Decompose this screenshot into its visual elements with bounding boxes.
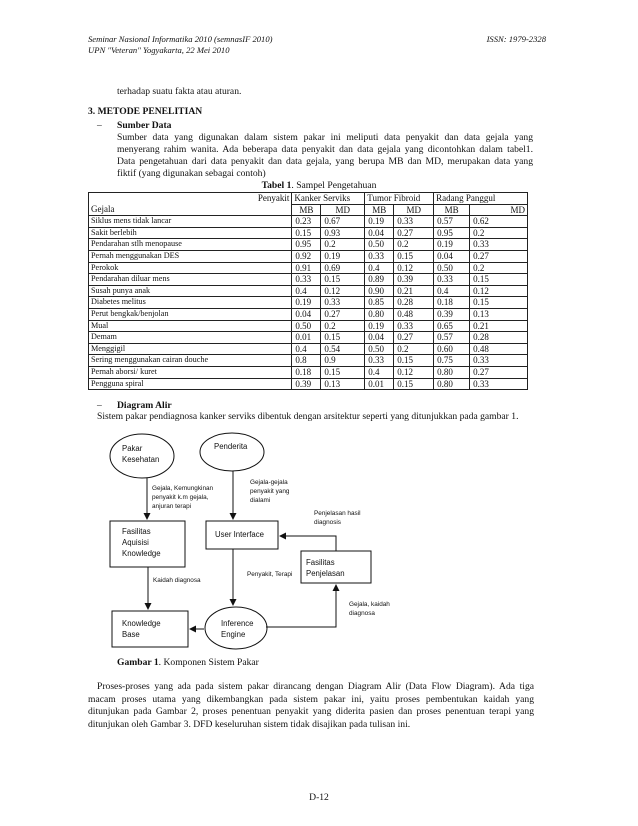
arrow-penjelasan-to-ui xyxy=(280,536,336,551)
mb-value-cell: 0.04 xyxy=(365,227,394,239)
subsection-title-sumber: Sumber Data xyxy=(117,120,172,131)
symptom-cell: Sering menggunakan cairan douche xyxy=(89,355,292,367)
symptom-cell: Pernah aborsi/ kuret xyxy=(89,366,292,378)
node-label-pakar: Pakar Kesehatan xyxy=(122,444,160,464)
md-value-cell: 0.33 xyxy=(394,320,434,332)
mb-value-cell: 0.80 xyxy=(365,308,394,320)
mb-value-cell: 0.80 xyxy=(434,366,470,378)
node-fasilitas-penjelasan xyxy=(301,551,371,583)
node-label-akuisisi: Fasilitas Aquisisi Knowledge xyxy=(122,527,161,558)
md-header: MD xyxy=(470,204,528,216)
mb-value-cell: 0.01 xyxy=(292,332,321,344)
mb-value-cell: 0.4 xyxy=(365,366,394,378)
mb-value-cell: 0.39 xyxy=(292,378,321,390)
mb-value-cell: 0.04 xyxy=(365,332,394,344)
flow-label-penyakit-terapi: Penyakit, Terapi xyxy=(247,571,293,578)
md-value-cell: 0.62 xyxy=(470,216,528,228)
mb-value-cell: 0.90 xyxy=(365,285,394,297)
mb-value-cell: 0.60 xyxy=(434,343,470,355)
md-value-cell: 0.28 xyxy=(470,332,528,344)
mb-value-cell: 0.19 xyxy=(434,239,470,251)
mb-value-cell: 0.15 xyxy=(292,227,321,239)
md-value-cell: 0.15 xyxy=(394,250,434,262)
figure-caption-text: . Komponen Sistem Pakar xyxy=(158,657,259,668)
sumber-line: Data pengetahuan dari data penyakit dan data gejala, yang berupa MB dan MD, merupakan data yang xyxy=(117,155,533,167)
mb-value-cell: 0.80 xyxy=(434,378,470,390)
md-value-cell: 0.2 xyxy=(394,239,434,251)
flow-label-gejala-kaidah: Gejala, kaidah diagnosa xyxy=(349,601,390,617)
symptom-cell: Perokok xyxy=(89,262,292,274)
md-value-cell: 0.48 xyxy=(470,343,528,355)
mb-value-cell: 0.33 xyxy=(292,274,321,286)
md-value-cell: 0.21 xyxy=(470,320,528,332)
md-value-cell: 0.33 xyxy=(470,355,528,367)
mb-value-cell: 0.23 xyxy=(292,216,321,228)
node-penderita xyxy=(200,433,264,471)
mb-value-cell: 0.50 xyxy=(365,343,394,355)
symptom-cell: Siklus mens tidak lancar xyxy=(89,216,292,228)
node-knowledge-base xyxy=(112,611,188,647)
md-value-cell: 0.15 xyxy=(470,297,528,309)
issn: ISSN: 1979-2328 xyxy=(486,34,546,44)
mb-value-cell: 0.4 xyxy=(365,262,394,274)
closing-paragraph xyxy=(88,681,534,731)
md-value-cell: 0.48 xyxy=(394,308,434,320)
table-corner-bottom: Gejala xyxy=(89,204,292,216)
subsection-title-diagram: Diagram Alir xyxy=(117,400,172,411)
mb-value-cell: 0.19 xyxy=(365,216,394,228)
node-label-penderita: Penderita xyxy=(214,442,248,451)
mb-value-cell: 0.92 xyxy=(292,250,321,262)
mb-value-cell: 0.18 xyxy=(434,297,470,309)
mb-value-cell: 0.19 xyxy=(365,320,394,332)
conference-venue: UPN "Veteran" Yogyakarta, 22 Mei 2010 xyxy=(88,45,230,55)
symptom-cell: Pendarahan diluar mens xyxy=(89,274,292,286)
mb-value-cell: 0.75 xyxy=(434,355,470,367)
mb-value-cell: 0.85 xyxy=(365,297,394,309)
md-value-cell: 0.13 xyxy=(321,378,365,390)
table-corner-top: Penyakit xyxy=(89,193,292,205)
arrow-inference-to-penjelasan xyxy=(266,585,336,627)
node-label-ui: User Interface xyxy=(215,530,264,539)
mb-value-cell: 0.89 xyxy=(365,274,394,286)
mb-value-cell: 0.50 xyxy=(292,320,321,332)
mb-value-cell: 0.8 xyxy=(292,355,321,367)
sumber-line: fiktif (yang digunakan sebagai contoh) xyxy=(117,168,266,180)
md-value-cell: 0.33 xyxy=(394,216,434,228)
symptom-cell: Pendarahan stlh menopause xyxy=(89,239,292,251)
md-value-cell: 0.28 xyxy=(394,297,434,309)
md-value-cell: 0.39 xyxy=(394,274,434,286)
disease-header: Radang Panggul xyxy=(434,193,528,205)
md-value-cell: 0.27 xyxy=(470,250,528,262)
page-number: D-12 xyxy=(309,792,329,803)
md-value-cell: 0.27 xyxy=(394,332,434,344)
closing-line: Proses-proses yang ada pada sistem pakar dirancang dengan Diagram Alir (Data Flow Diagram). Ada tiga xyxy=(97,681,534,692)
mb-value-cell: 0.65 xyxy=(434,320,470,332)
md-value-cell: 0.2 xyxy=(321,320,365,332)
flow-label-gejala-pakar: Gejala, Kemungkinan penyakit k.m gejala, anjuran terapi xyxy=(152,485,214,510)
md-value-cell: 0.67 xyxy=(321,216,365,228)
mb-header: MB xyxy=(292,204,321,216)
mb-value-cell: 0.4 xyxy=(292,343,321,355)
sumber-line: menyerang rahim wanita. Ada beberapa data penyakit dan data gejala yang dicontohkan dalam tabel1. xyxy=(117,143,533,155)
symptom-cell: Mual xyxy=(89,320,292,332)
md-value-cell: 0.54 xyxy=(321,343,365,355)
mb-value-cell: 0.95 xyxy=(292,239,321,251)
node-label-kb: Knowledge Base xyxy=(122,619,161,639)
mb-value-cell: 0.57 xyxy=(434,332,470,344)
mb-value-cell: 0.18 xyxy=(292,366,321,378)
md-value-cell: 0.2 xyxy=(394,343,434,355)
closing-line: ditunjukan oleh Gambar 3. DFD keseluruhan sistem tidak disajikan pada tulisan ini. xyxy=(88,718,411,730)
symptom-cell: Pengguna spiral xyxy=(89,378,292,390)
md-value-cell: 0.12 xyxy=(394,366,434,378)
md-value-cell: 0.12 xyxy=(321,285,365,297)
mb-header: MB xyxy=(434,204,470,216)
symptom-cell: Menggigil xyxy=(89,343,292,355)
diagram-intro: Sistem pakar pendiagnosa kanker serviks dibentuk dengan arsitektur seperti yang ditunjukkan pada gambar 1. xyxy=(97,411,519,422)
md-header: MD xyxy=(394,204,434,216)
figure-caption xyxy=(117,657,259,669)
md-value-cell: 0.27 xyxy=(470,366,528,378)
md-value-cell: 0.21 xyxy=(394,285,434,297)
md-value-cell: 0.15 xyxy=(321,274,365,286)
mb-value-cell: 0.19 xyxy=(292,297,321,309)
node-label-penjelasan: Fasilitas Penjelasan xyxy=(306,558,345,578)
table-caption-text: . Sampel Pengetahuan xyxy=(291,180,377,191)
md-value-cell: 0.2 xyxy=(321,239,365,251)
mb-value-cell: 0.39 xyxy=(434,308,470,320)
symptom-cell: Pernah menggunakan DES xyxy=(89,250,292,262)
mb-value-cell: 0.33 xyxy=(365,250,394,262)
md-value-cell: 0.27 xyxy=(321,308,365,320)
closing-line: macam proses utama yang dikembangkan pada sistem pakar ini, yaitu proses pembentukan kaidah yang xyxy=(88,693,534,705)
flow-label-penjelasan-hasil: Penjelasan hasil diagnosis xyxy=(314,510,361,526)
mb-value-cell: 0.4 xyxy=(292,285,321,297)
flow-label-gejala-penderita: Gejala-gejala penyakit yang dialami xyxy=(250,479,290,504)
bullet-dash: – xyxy=(97,120,102,131)
section-heading: 3. METODE PENELITIAN xyxy=(88,106,203,117)
md-value-cell: 0.15 xyxy=(470,274,528,286)
mb-header: MB xyxy=(365,204,394,216)
mb-value-cell: 0.4 xyxy=(434,285,470,297)
mb-value-cell: 0.33 xyxy=(365,355,394,367)
node-inference-engine xyxy=(205,607,267,649)
md-value-cell: 0.15 xyxy=(321,366,365,378)
md-value-cell: 0.15 xyxy=(394,355,434,367)
md-value-cell: 0.27 xyxy=(394,227,434,239)
md-value-cell: 0.12 xyxy=(394,262,434,274)
md-value-cell: 0.93 xyxy=(321,227,365,239)
mb-value-cell: 0.50 xyxy=(434,262,470,274)
md-value-cell: 0.33 xyxy=(470,239,528,251)
md-value-cell: 0.2 xyxy=(470,262,528,274)
disease-header: Tumor Fibroid xyxy=(365,193,434,205)
table-caption-label: Tabel 1 xyxy=(261,180,292,191)
disease-header: Kanker Serviks xyxy=(292,193,365,205)
symptom-cell: Sakit berlebih xyxy=(89,227,292,239)
mb-value-cell: 0.50 xyxy=(365,239,394,251)
md-value-cell: 0.33 xyxy=(470,378,528,390)
mb-value-cell: 0.01 xyxy=(365,378,394,390)
md-value-cell: 0.9 xyxy=(321,355,365,367)
bullet-dash: – xyxy=(97,400,102,411)
mb-value-cell: 0.91 xyxy=(292,262,321,274)
symptom-cell: Demam xyxy=(89,332,292,344)
md-value-cell: 0.33 xyxy=(321,297,365,309)
md-value-cell: 0.69 xyxy=(321,262,365,274)
mb-value-cell: 0.04 xyxy=(292,308,321,320)
closing-line: ditunjukan pada Gambar 2, proses penentuan penyakit yang diderita pasien dan proses penentuan terapi yang xyxy=(88,706,534,718)
flow-label-kaidah-diagnosa: Kaidah diagnosa xyxy=(153,577,201,584)
symptom-cell: Susah punya anak xyxy=(89,285,292,297)
conference-name: Seminar Nasional Informatika 2010 (semnasIF 2010) xyxy=(88,34,273,44)
md-value-cell: 0.12 xyxy=(470,285,528,297)
md-value-cell: 0.2 xyxy=(470,227,528,239)
sumber-line: Sumber data yang digunakan dalam sistem pakar ini meliputi data penyakit dan data gejala yang xyxy=(117,131,533,143)
mb-value-cell: 0.57 xyxy=(434,216,470,228)
md-value-cell: 0.15 xyxy=(394,378,434,390)
mb-value-cell: 0.95 xyxy=(434,227,470,239)
node-label-inference: Inference Engine xyxy=(221,619,254,639)
symptom-cell: Diabetes melitus xyxy=(89,297,292,309)
mb-value-cell: 0.33 xyxy=(434,274,470,286)
mb-value-cell: 0.04 xyxy=(434,250,470,262)
md-header: MD xyxy=(321,204,365,216)
md-value-cell: 0.19 xyxy=(321,250,365,262)
intro-line: terhadap suatu fakta atau aturan. xyxy=(117,86,242,97)
figure-caption-label: Gambar 1 xyxy=(117,657,159,668)
symptom-cell: Perut bengkak/benjolan xyxy=(89,308,292,320)
md-value-cell: 0.15 xyxy=(321,332,365,344)
md-value-cell: 0.13 xyxy=(470,308,528,320)
